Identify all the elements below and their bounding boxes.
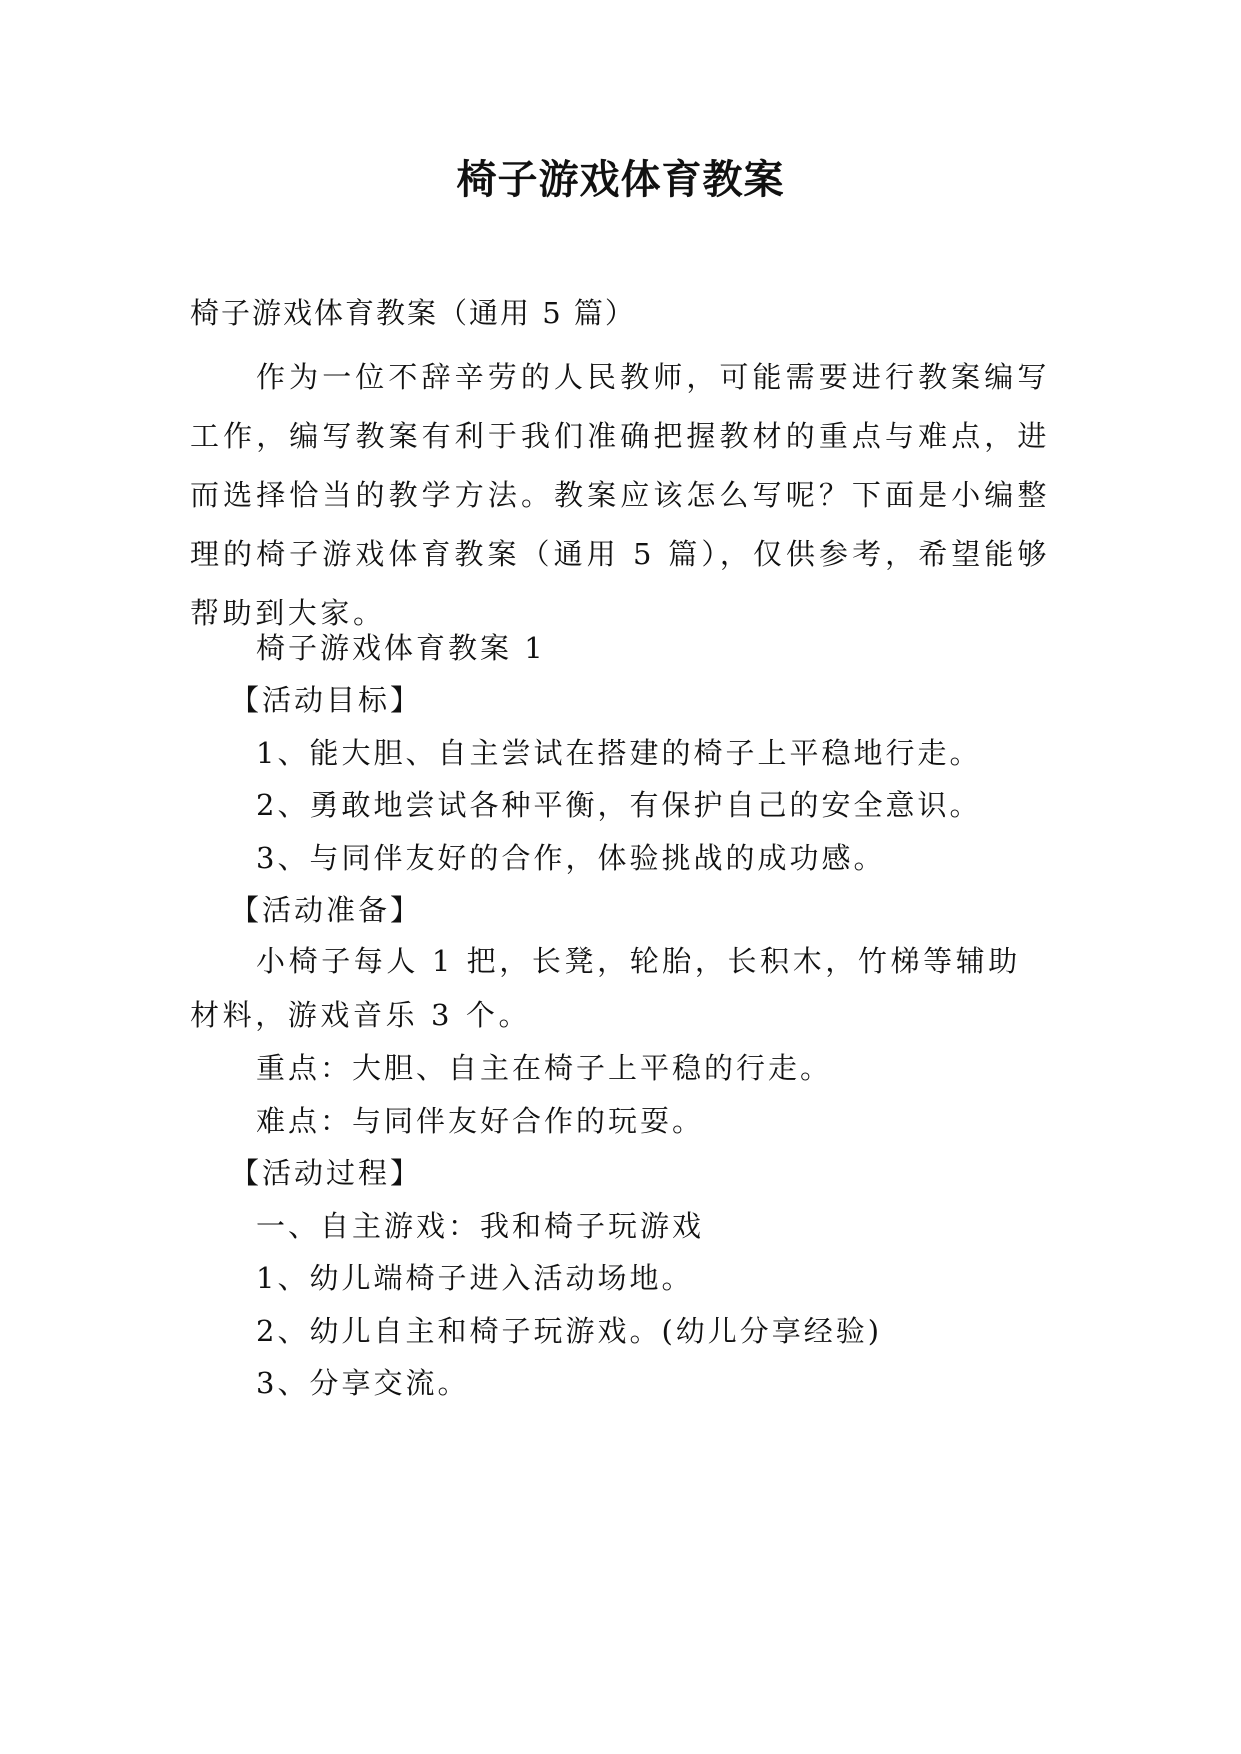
key-point: 重点：大胆、自主在椅子上平稳的行走。 <box>256 1051 833 1085</box>
process-heading: 【活动过程】 <box>230 1156 423 1190</box>
prep-heading: 【活动准备】 <box>230 893 423 927</box>
document-subtitle: 椅子游戏体育教案（通用 5 篇） <box>190 296 636 330</box>
process-step-1: 1、幼儿端椅子进入活动场地。 <box>256 1261 694 1295</box>
goal-item-2: 2、勇敢地尝试各种平衡，有保护自己的安全意识。 <box>256 788 982 822</box>
goals-heading: 【活动目标】 <box>230 683 423 717</box>
document-title: 椅子游戏体育教案 <box>456 157 785 203</box>
section-title: 椅子游戏体育教案 1 <box>256 631 546 665</box>
prep-paragraph: 小椅子每人 1 把，长凳，轮胎，长积木，竹梯等辅助材料，游戏音乐 3 个。 <box>190 944 1021 1032</box>
process-part-1: 一、自主游戏：我和椅子玩游戏 <box>256 1209 705 1243</box>
goal-item-3: 3、与同伴友好的合作，体验挑战的成功感。 <box>256 841 886 875</box>
process-step-2: 2、幼儿自主和椅子玩游戏。(幼儿分享经验) <box>256 1314 883 1348</box>
intro-paragraph: 作为一位不辞辛劳的人民教师，可能需要进行教案编写工作，编写教案有利于我们准确把握教材的重点与难点，进而选择恰当的教学方法。教案应该怎么写呢？下面是小编整理的椅子游戏体育教案（通用 5 篇），仅供参考，希望能够帮助到大家。 <box>190 360 1050 630</box>
difficulty-point: 难点：与同伴友好合作的玩耍。 <box>256 1104 705 1138</box>
goal-item-1: 1、能大胆、自主尝试在搭建的椅子上平稳地行走。 <box>256 736 982 770</box>
process-step-3: 3、分享交流。 <box>256 1366 470 1400</box>
